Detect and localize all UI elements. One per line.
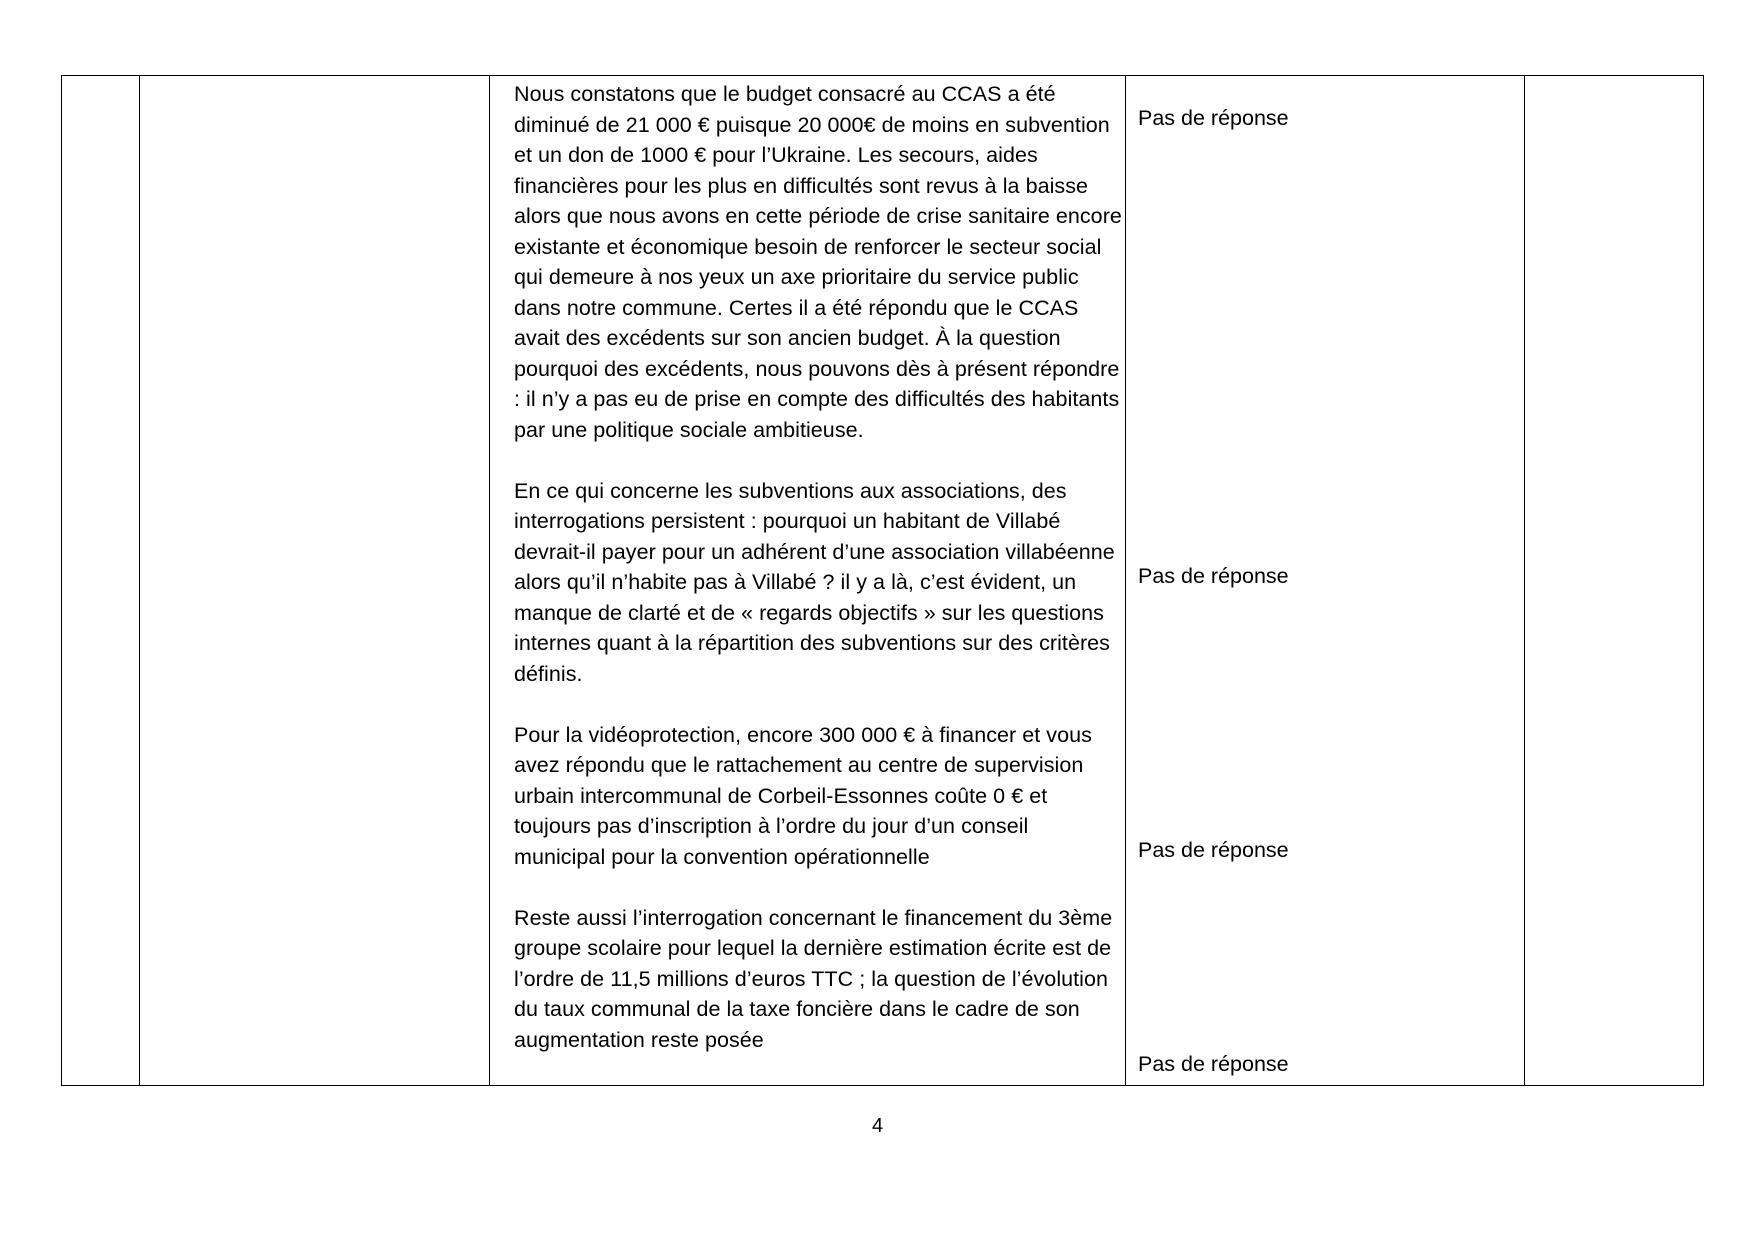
empty-cell-col2 <box>140 76 489 1085</box>
observations-cell <box>502 76 1122 1055</box>
observations-table <box>61 75 1704 1086</box>
page-number: 4 <box>871 1115 884 1137</box>
response-1: Pas de réponse <box>1138 106 1289 130</box>
paragraph-ccas-budget: Nous constatons que le budget consacré au CCAS a été diminué de 21 000 € puisque 20 000€ de moins en subvention et un don de 1000 € pour l’Ukraine. Les secours, aides financières pour les plus en difficultés sont revus à la baisse alors que nous avons en cette période de crise sanitaire encore existante et économique besoin de renforcer le secteur social qui demeure à nos yeux un axe prioritaire du service public dans notre commune. Certes il a été répondu que le CCAS avait des excédents sur son ancien budget. À la question pourquoi des excédents, nous pouvons dès à présent répondre : il n’y a pas eu de prise en compte des difficultés des habitants par une politique sociale ambitieuse. <box>514 82 1122 442</box>
column-divider <box>489 76 490 1085</box>
paragraph-association-subsidies: En ce qui concerne les subventions aux associations, des interrogations persistent : pourquoi un habitant de Villabé devrait-il payer pour un adhérent d’une association villabéenne alors qu’il n’habite pas à Villabé ? il y a là, c’est évident, un manque de clarté et de « regards objectifs » sur les questions internes quant à la répartition des subventions sur des critères définis. <box>514 478 1115 686</box>
response-2: Pas de réponse <box>1138 564 1289 588</box>
column-divider <box>1125 76 1126 1085</box>
paragraph-school-group: Reste aussi l’interrogation concernant le financement du 3ème groupe scolaire pour lequel la dernière estimation écrite est de l’ordre de 11,5 millions d’euros TTC ; la question de l’évolution du taux communal de la taxe foncière dans le cadre de son augmentation reste posée <box>514 905 1113 1052</box>
paragraph-video-protection: Pour la vidéoprotection, encore 300 000 € à financer et vous avez répondu que le rattachement au centre de supervision urbain intercommunal de Corbeil-Essonnes coûte 0 € et toujours pas d’inscription à l’ordre du jour d’un conseil municipal pour la convention opérationnelle <box>514 722 1092 869</box>
empty-cell-col5 <box>1525 76 1703 1085</box>
response-4: Pas de réponse <box>1138 1052 1289 1076</box>
response-3: Pas de réponse <box>1138 838 1289 862</box>
empty-cell-col1 <box>62 76 139 1085</box>
